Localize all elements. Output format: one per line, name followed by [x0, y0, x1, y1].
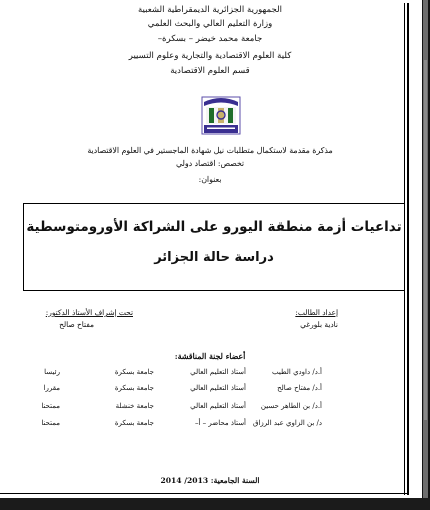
- member-rank: أستاذ التعليم العالي: [190, 402, 246, 410]
- student-label: إعداد الطالب:: [295, 308, 338, 317]
- university-line: جامعة محمد خيضر – بسكرة–: [157, 34, 263, 44]
- republic-line: الجمهورية الجزائرية الديمقراطية الشعبية: [137, 5, 283, 15]
- faculty-line: كلية العلوم الاقتصادية والتجارية وعلوم التسيير: [128, 51, 292, 61]
- memo-title-label: بعنوان:: [198, 175, 222, 184]
- supervisor-label: تحت إشراف الأستاذ الدكتور:: [45, 308, 133, 317]
- student-name: نادية بلورغي: [300, 320, 338, 329]
- thesis-title-line1: تداعيات أزمة منطقة اليورو على الشراكة الأورومتوسطية: [26, 219, 402, 235]
- page-border-bottom: [0, 493, 409, 494]
- viewer-scrollbar[interactable]: [422, 0, 430, 510]
- thesis-title-box: [23, 203, 405, 291]
- member-rank: أستاذ محاضر – أ–: [195, 419, 246, 427]
- academic-year: السنة الجامعية: 2013/ 2014: [160, 476, 260, 485]
- member-rank: أستاذ التعليم العالي: [190, 384, 246, 392]
- university-logo: [201, 93, 241, 136]
- member-role: مقررا: [43, 384, 60, 392]
- page-border: [407, 3, 409, 495]
- member-role: رئيسا: [44, 368, 60, 376]
- member-rank: أستاذ التعليم العالي: [190, 368, 246, 376]
- viewer-bottom-bar: [0, 498, 430, 510]
- member-name: د/ بن الزاوي عبد الرزاق: [252, 419, 322, 427]
- committee-label: أعضاء لجنة المناقشة:: [174, 352, 246, 361]
- memo-description: مذكرة مقدمة لاستكمال متطلبات نيل شهادة الماجستير في العلوم الاقتصادية: [87, 146, 333, 155]
- member-name: أ.د/ داودي الطيب: [272, 368, 322, 376]
- page-border-inner: [404, 3, 405, 495]
- member-role: ممتحنا: [41, 419, 60, 427]
- department-line: قسم العلوم الاقتصادية: [170, 66, 250, 76]
- member-university: جامعة بسكرة: [114, 384, 154, 392]
- member-university: جامعة بسكرة: [114, 368, 154, 376]
- member-role: ممتحنا: [41, 402, 60, 410]
- member-university: جامعة خنشلة: [115, 402, 154, 410]
- scrollbar-thumb[interactable]: [424, 60, 427, 420]
- ministry-line: وزارة التعليم العالي والبحث العلمي: [147, 19, 273, 29]
- member-name: أ.د/ مفتاح صالح: [277, 384, 322, 392]
- memo-specialty: تخصص: اقتصاد دولي: [175, 159, 245, 168]
- thesis-title-line2: دراسة حالة الجزائر: [154, 250, 274, 265]
- member-university: جامعة بسكرة: [114, 419, 154, 427]
- member-name: أ.د/ بن الطاهر حسين: [260, 402, 322, 410]
- supervisor-name: مفتاح صالح: [59, 320, 94, 329]
